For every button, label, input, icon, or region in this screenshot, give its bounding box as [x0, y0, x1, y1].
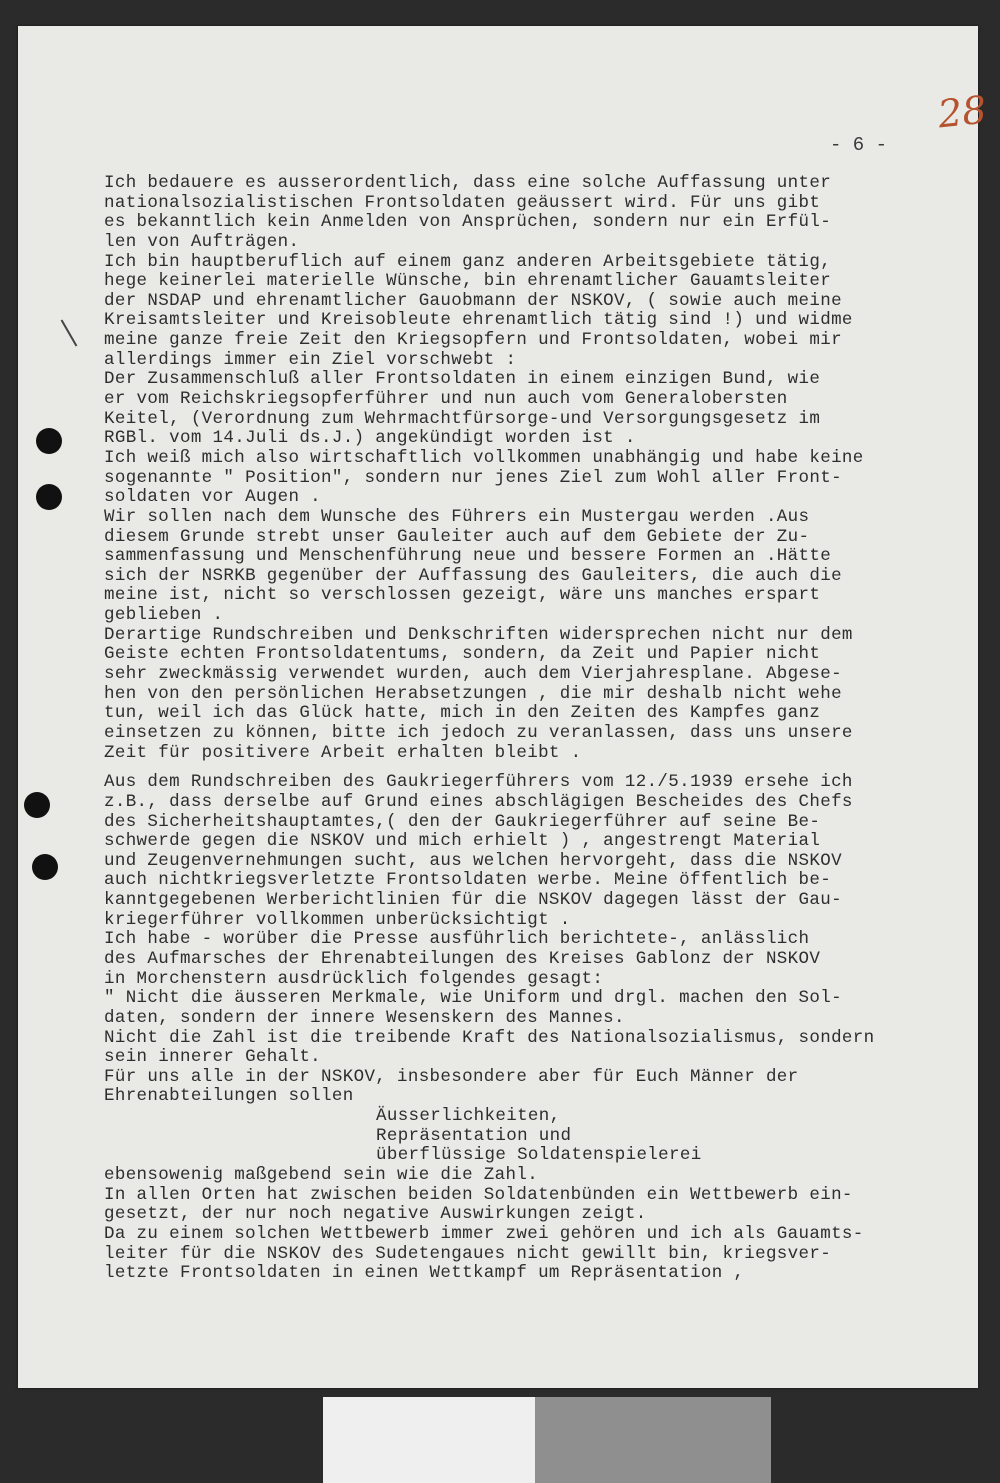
text-line: sein innerer Gehalt.: [104, 1047, 322, 1068]
calibration-strip-white: [323, 1397, 535, 1483]
paragraph-block-a: [104, 174, 954, 763]
text-line: einsetzen zu können, bitte ich jedoch zu veranlassen, dass uns unsere: [104, 722, 853, 743]
text-line: z.B., dass derselbe auf Grund eines abschlägigen Bescheides des Chefs: [104, 791, 853, 812]
punch-hole: [24, 792, 50, 818]
document-page: [18, 26, 989, 1388]
punch-hole: [36, 484, 62, 510]
text-line: Kreisamtsleiter und Kreisobleute ehrenamtlich tätig sind !) und widme: [104, 310, 853, 331]
text-line: Äusserlichkeiten,: [376, 1106, 561, 1127]
text-line: schwerde gegen die NSKOV und mich erhielt ) , angestrengt Material: [104, 831, 821, 852]
punch-hole: [36, 428, 62, 454]
text-line: kanntgegebenen Werberichtlinien für die NSKOV dagegen lässt der Gau-: [104, 890, 842, 911]
text-line: Ich bin hauptberuflich auf einem ganz anderen Arbeitsgebiete tätig,: [104, 251, 832, 272]
text-line: Wir sollen nach dem Wunsche des Führers ein Mustergau werden .Aus: [104, 506, 810, 527]
text-line: Keitel, (Verordnung zum Wehrmachtfürsorge-und Versorgungsgesetz im: [104, 408, 821, 429]
text-line: Ehrenabteilungen sollen: [104, 1086, 354, 1107]
margin-stroke: [61, 320, 78, 347]
text-line: nationalsozialistischen Frontsoldaten geäussert wird. Für uns gibt: [104, 192, 821, 213]
text-line: des Sicherheitshauptamtes,( den der Gaukriegerführer auf seine Be-: [104, 811, 821, 832]
text-line: in Morchenstern ausdrücklich folgendes gesagt:: [104, 968, 604, 989]
text-line: soldaten vor Augen .: [104, 487, 322, 508]
text-line: len von Aufträgen.: [104, 231, 300, 252]
text-line: Nicht die Zahl ist die treibende Kraft des Nationalsozialismus, sondern: [104, 1027, 875, 1048]
indented-list: [104, 1107, 954, 1166]
text-line: Ich weiß mich also wirtschaftlich vollkommen unabhängig und habe keine: [104, 447, 864, 468]
text-line: sammenfassung und Menschenführung neue und bessere Formen an .Hätte: [104, 546, 832, 567]
text-line: leiter für die NSKOV des Sudetengaues nicht gewillt bin, kriegsver-: [104, 1243, 832, 1264]
page-number: - 6 -: [830, 134, 888, 156]
paragraph-block-b: [104, 773, 954, 1107]
text-line: RGBl. vom 14.Juli ds.J.) angekündigt worden ist .: [104, 428, 636, 449]
text-line: Da zu einem solchen Wettbewerb immer zwei gehören und ich als Gauamts-: [104, 1223, 864, 1244]
text-line: des Aufmarsches der Ehrenabteilungen des Kreises Gablonz der NSKOV: [104, 948, 821, 969]
text-line: hege keinerlei materielle Wünsche, bin ehrenamtlicher Gauamtsleiter: [104, 271, 832, 292]
text-line: er vom Reichskriegsopferführer und nun auch vom Generalobersten: [104, 389, 788, 410]
text-line: diesem Grunde strebt unser Gauleiter auch auf dem Gebiete der Zu-: [104, 526, 810, 547]
text-line: es bekanntlich kein Anmelden von Ansprüchen, sondern nur ein Erfül-: [104, 212, 832, 233]
text-line: daten, sondern der innere Wesenskern des Mannes.: [104, 1007, 625, 1028]
text-line: Aus dem Rundschreiben des Gaukriegerführers vom 12./5.1939 ersehe ich: [104, 772, 853, 793]
text-line: der NSDAP und ehrenamtlicher Gauobmann der NSKOV, ( sowie auch meine: [104, 290, 842, 311]
text-line: sehr zweckmässig verwendet wurden, auch dem Vierjahresplane. Abgese-: [104, 664, 842, 685]
calibration-strip-gray: [535, 1397, 771, 1483]
text-line: Für uns alle in der NSKOV, insbesondere aber für Euch Männer der: [104, 1066, 799, 1087]
letter-body: [104, 174, 954, 1284]
text-line: meine ganze freie Zeit den Kriegsopfern und Frontsoldaten, wobei mir: [104, 330, 842, 351]
text-line: hen von den persönlichen Herabsetzungen , die mir deshalb nicht wehe: [104, 683, 842, 704]
text-line: kriegerführer vollkommen unberücksichtigt .: [104, 909, 571, 930]
punch-hole: [32, 854, 58, 880]
text-line: Repräsentation und: [376, 1125, 572, 1146]
text-line: auch nichtkriegsverletzte Frontsoldaten werbe. Meine öffentlich be-: [104, 870, 832, 891]
text-line: geblieben .: [104, 605, 224, 626]
text-line: gesetzt, der nur noch negative Auswirkungen zeigt.: [104, 1204, 647, 1225]
text-line: Ich bedauere es ausserordentlich, dass eine solche Auffassung unter: [104, 173, 832, 193]
text-line: Geiste echten Frontsoldatentums, sondern, da Zeit und Papier nicht: [104, 644, 821, 665]
text-line: sogenannte " Position", sondern nur jenes Ziel zum Wohl aller Front-: [104, 467, 842, 488]
text-line: Ich habe - worüber die Presse ausführlich berichtete-, anlässlich: [104, 929, 810, 950]
text-line: Zeit für positivere Arbeit erhalten bleibt .: [104, 742, 582, 763]
text-line: meine ist, nicht so verschlossen gezeigt, wäre uns manches erspart: [104, 585, 821, 606]
text-line: überflüssige Soldatenspielerei: [376, 1145, 702, 1166]
text-line: und Zeugenvernehmungen sucht, aus welchen hervorgeht, dass die NSKOV: [104, 850, 842, 871]
text-line: In allen Orten hat zwischen beiden Soldatenbünden ein Wettbewerb ein-: [104, 1184, 853, 1205]
text-line: allerdings immer ein Ziel vorschwebt :: [104, 349, 517, 370]
text-line: Der Zusammenschluß aller Frontsoldaten in einem einzigen Bund, wie: [104, 369, 821, 390]
text-line: letzte Frontsoldaten in einen Wettkampf um Repräsentation ,: [104, 1263, 745, 1284]
folio-number: 28: [935, 87, 989, 137]
text-line: sich der NSRKB gegenüber der Auffassung des Gauleiters, die auch die: [104, 565, 842, 586]
paragraph-block-c: [104, 1166, 954, 1284]
text-line: Derartige Rundschreiben und Denkschriften widersprechen nicht nur dem: [104, 624, 853, 645]
text-line: ebensowenig maßgebend sein wie die Zahl.: [104, 1165, 539, 1186]
text-line: tun, weil ich das Glück hatte, mich in den Zeiten des Kampfes ganz: [104, 703, 821, 724]
text-line: " Nicht die äusseren Merkmale, wie Uniform und drgl. machen den Sol-: [104, 988, 842, 1009]
